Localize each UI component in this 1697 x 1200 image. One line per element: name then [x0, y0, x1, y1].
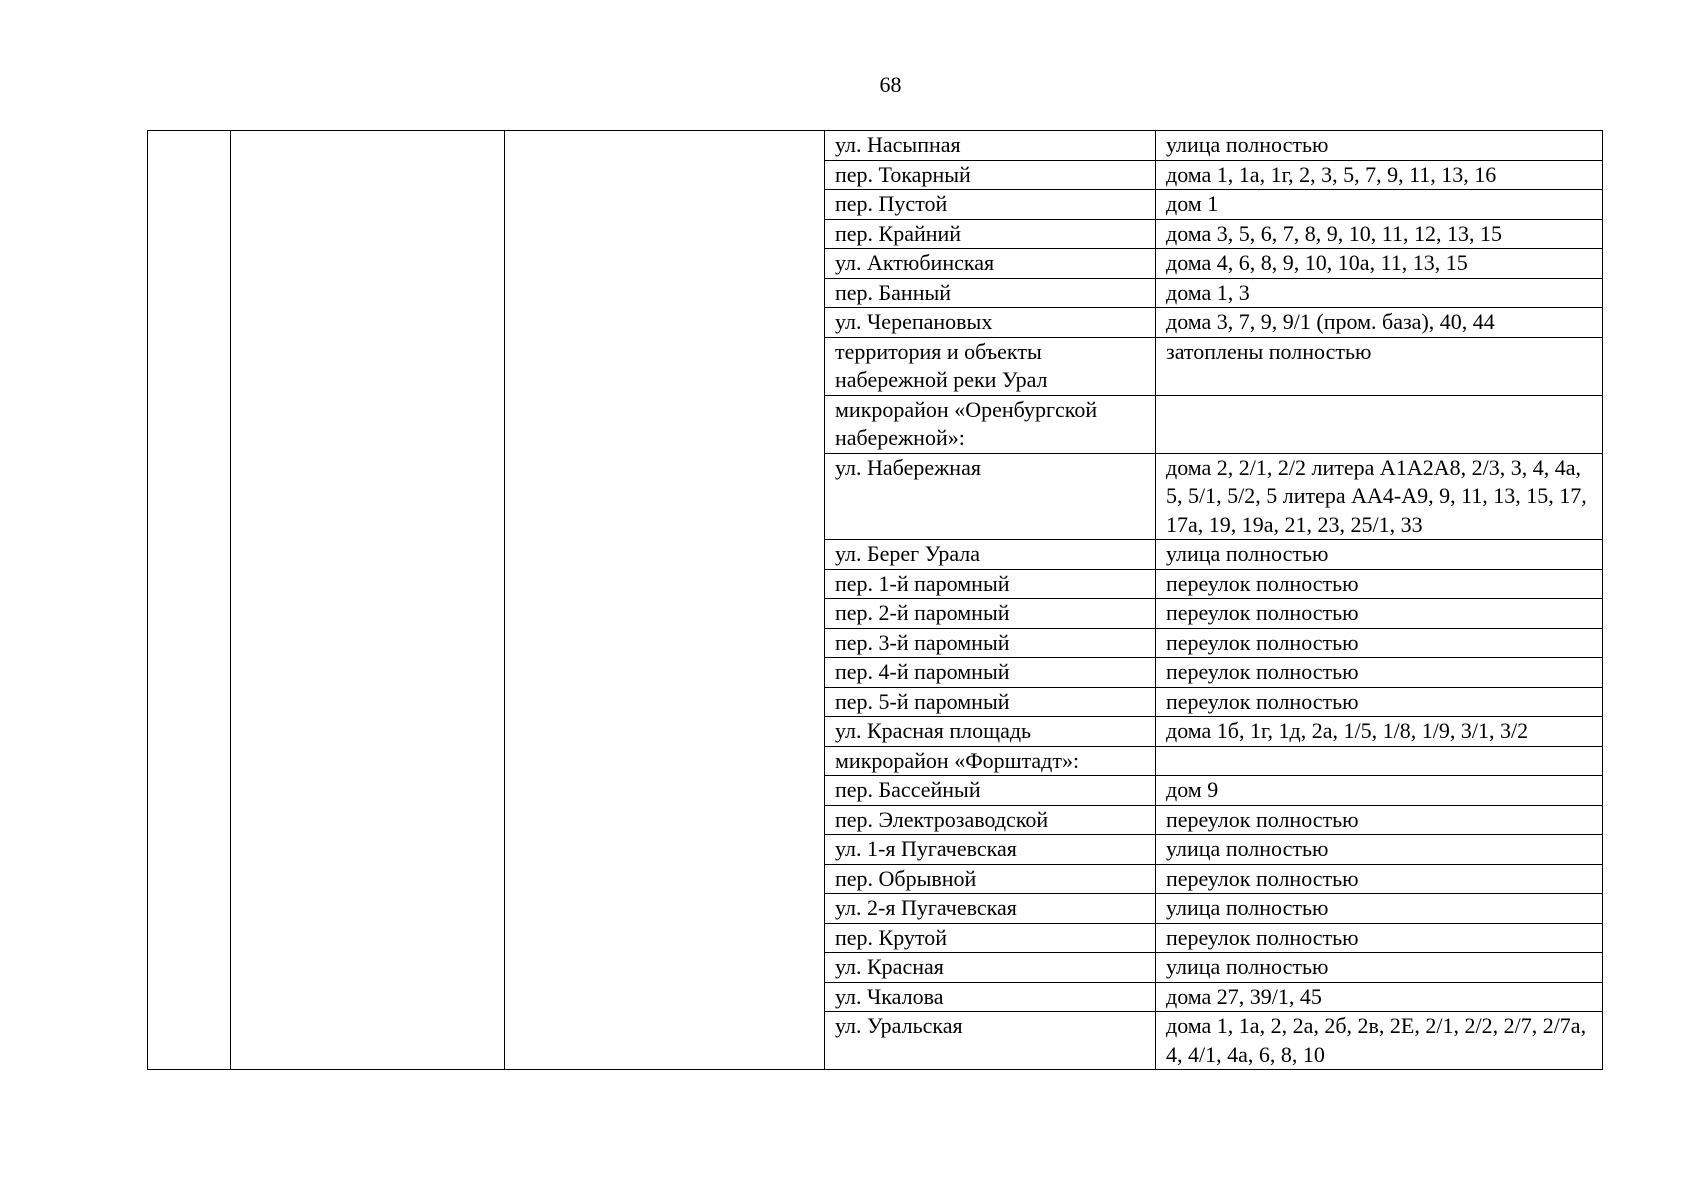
houses-cell: переулок полностью	[1156, 687, 1603, 717]
houses-cell: улица полностью	[1156, 894, 1603, 924]
houses-cell: дом 9	[1156, 776, 1603, 806]
street-cell: пер. Крайний	[825, 219, 1156, 249]
column-3-cell	[505, 131, 825, 1070]
street-cell: микрорайон «Оренбургской набережной»:	[825, 395, 1156, 453]
houses-cell: улица полностью	[1156, 953, 1603, 983]
column-2-cell	[231, 131, 505, 1070]
street-cell: пер. 5-й паромный	[825, 687, 1156, 717]
page-number: 68	[879, 72, 902, 97]
column-1-cell	[148, 131, 231, 1070]
street-cell: ул. Красная площадь	[825, 717, 1156, 747]
houses-cell: улица полностью	[1156, 540, 1603, 570]
street-cell: пер. Крутой	[825, 923, 1156, 953]
street-cell: пер. Бассейный	[825, 776, 1156, 806]
houses-cell: дом 1	[1156, 190, 1603, 220]
houses-cell: дома 27, 39/1, 45	[1156, 982, 1603, 1012]
street-cell: ул. Актюбинская	[825, 249, 1156, 279]
houses-cell: улица полностью	[1156, 131, 1603, 161]
street-cell: пер. Токарный	[825, 160, 1156, 190]
houses-cell: затоплены полностью	[1156, 337, 1603, 395]
flood-zone-table	[147, 130, 1603, 1070]
houses-cell: дома 3, 7, 9, 9/1 (пром. база), 40, 44	[1156, 308, 1603, 338]
street-cell: ул. Берег Урала	[825, 540, 1156, 570]
street-cell: ул. Насыпная	[825, 131, 1156, 161]
street-cell: ул. 2-я Пугачевская	[825, 894, 1156, 924]
street-cell: ул. Чкалова	[825, 982, 1156, 1012]
houses-cell: дома 1, 3	[1156, 278, 1603, 308]
houses-cell: переулок полностью	[1156, 658, 1603, 688]
houses-cell: дома 2, 2/1, 2/2 литера А1А2А8, 2/3, 3, 4, 4а, 5, 5/1, 5/2, 5 литера АА4-А9, 9, 11, 13, 15, 17, 17а, 19, 19а, 21, 23, 25/1, 33	[1156, 453, 1603, 540]
houses-cell: переулок полностью	[1156, 805, 1603, 835]
street-cell: пер. 4-й паромный	[825, 658, 1156, 688]
street-cell: пер. Пустой	[825, 190, 1156, 220]
street-cell: ул. 1-я Пугачевская	[825, 835, 1156, 865]
houses-cell: переулок полностью	[1156, 599, 1603, 629]
table-row	[148, 131, 1603, 161]
houses-cell: дома 1, 1а, 1г, 2, 3, 5, 7, 9, 11, 13, 16	[1156, 160, 1603, 190]
houses-cell	[1156, 395, 1603, 453]
houses-cell: дома 4, 6, 8, 9, 10, 10а, 11, 13, 15	[1156, 249, 1603, 279]
street-cell: пер. 1-й паромный	[825, 569, 1156, 599]
houses-cell: переулок полностью	[1156, 569, 1603, 599]
street-cell: территория и объекты набережной реки Урал	[825, 337, 1156, 395]
street-cell: ул. Красная	[825, 953, 1156, 983]
houses-cell: дома 1б, 1г, 1д, 2а, 1/5, 1/8, 1/9, 3/1, 3/2	[1156, 717, 1603, 747]
table-body	[148, 131, 1603, 1070]
street-cell: пер. 3-й паромный	[825, 628, 1156, 658]
houses-cell: улица полностью	[1156, 835, 1603, 865]
street-cell: микрорайон «Форштадт»:	[825, 746, 1156, 776]
houses-cell: переулок полностью	[1156, 864, 1603, 894]
street-cell: пер. 2-й паромный	[825, 599, 1156, 629]
street-cell: ул. Уральская	[825, 1012, 1156, 1070]
street-cell: ул. Набережная	[825, 453, 1156, 540]
houses-cell: дома 3, 5, 6, 7, 8, 9, 10, 11, 12, 13, 15	[1156, 219, 1603, 249]
houses-cell: переулок полностью	[1156, 923, 1603, 953]
street-cell: ул. Черепановых	[825, 308, 1156, 338]
houses-cell	[1156, 746, 1603, 776]
street-cell: пер. Банный	[825, 278, 1156, 308]
street-cell: пер. Обрывной	[825, 864, 1156, 894]
houses-cell: дома 1, 1а, 2, 2а, 2б, 2в, 2Е, 2/1, 2/2, 2/7, 2/7а, 4, 4/1, 4а, 6, 8, 10	[1156, 1012, 1603, 1070]
street-cell: пер. Электрозаводской	[825, 805, 1156, 835]
houses-cell: переулок полностью	[1156, 628, 1603, 658]
